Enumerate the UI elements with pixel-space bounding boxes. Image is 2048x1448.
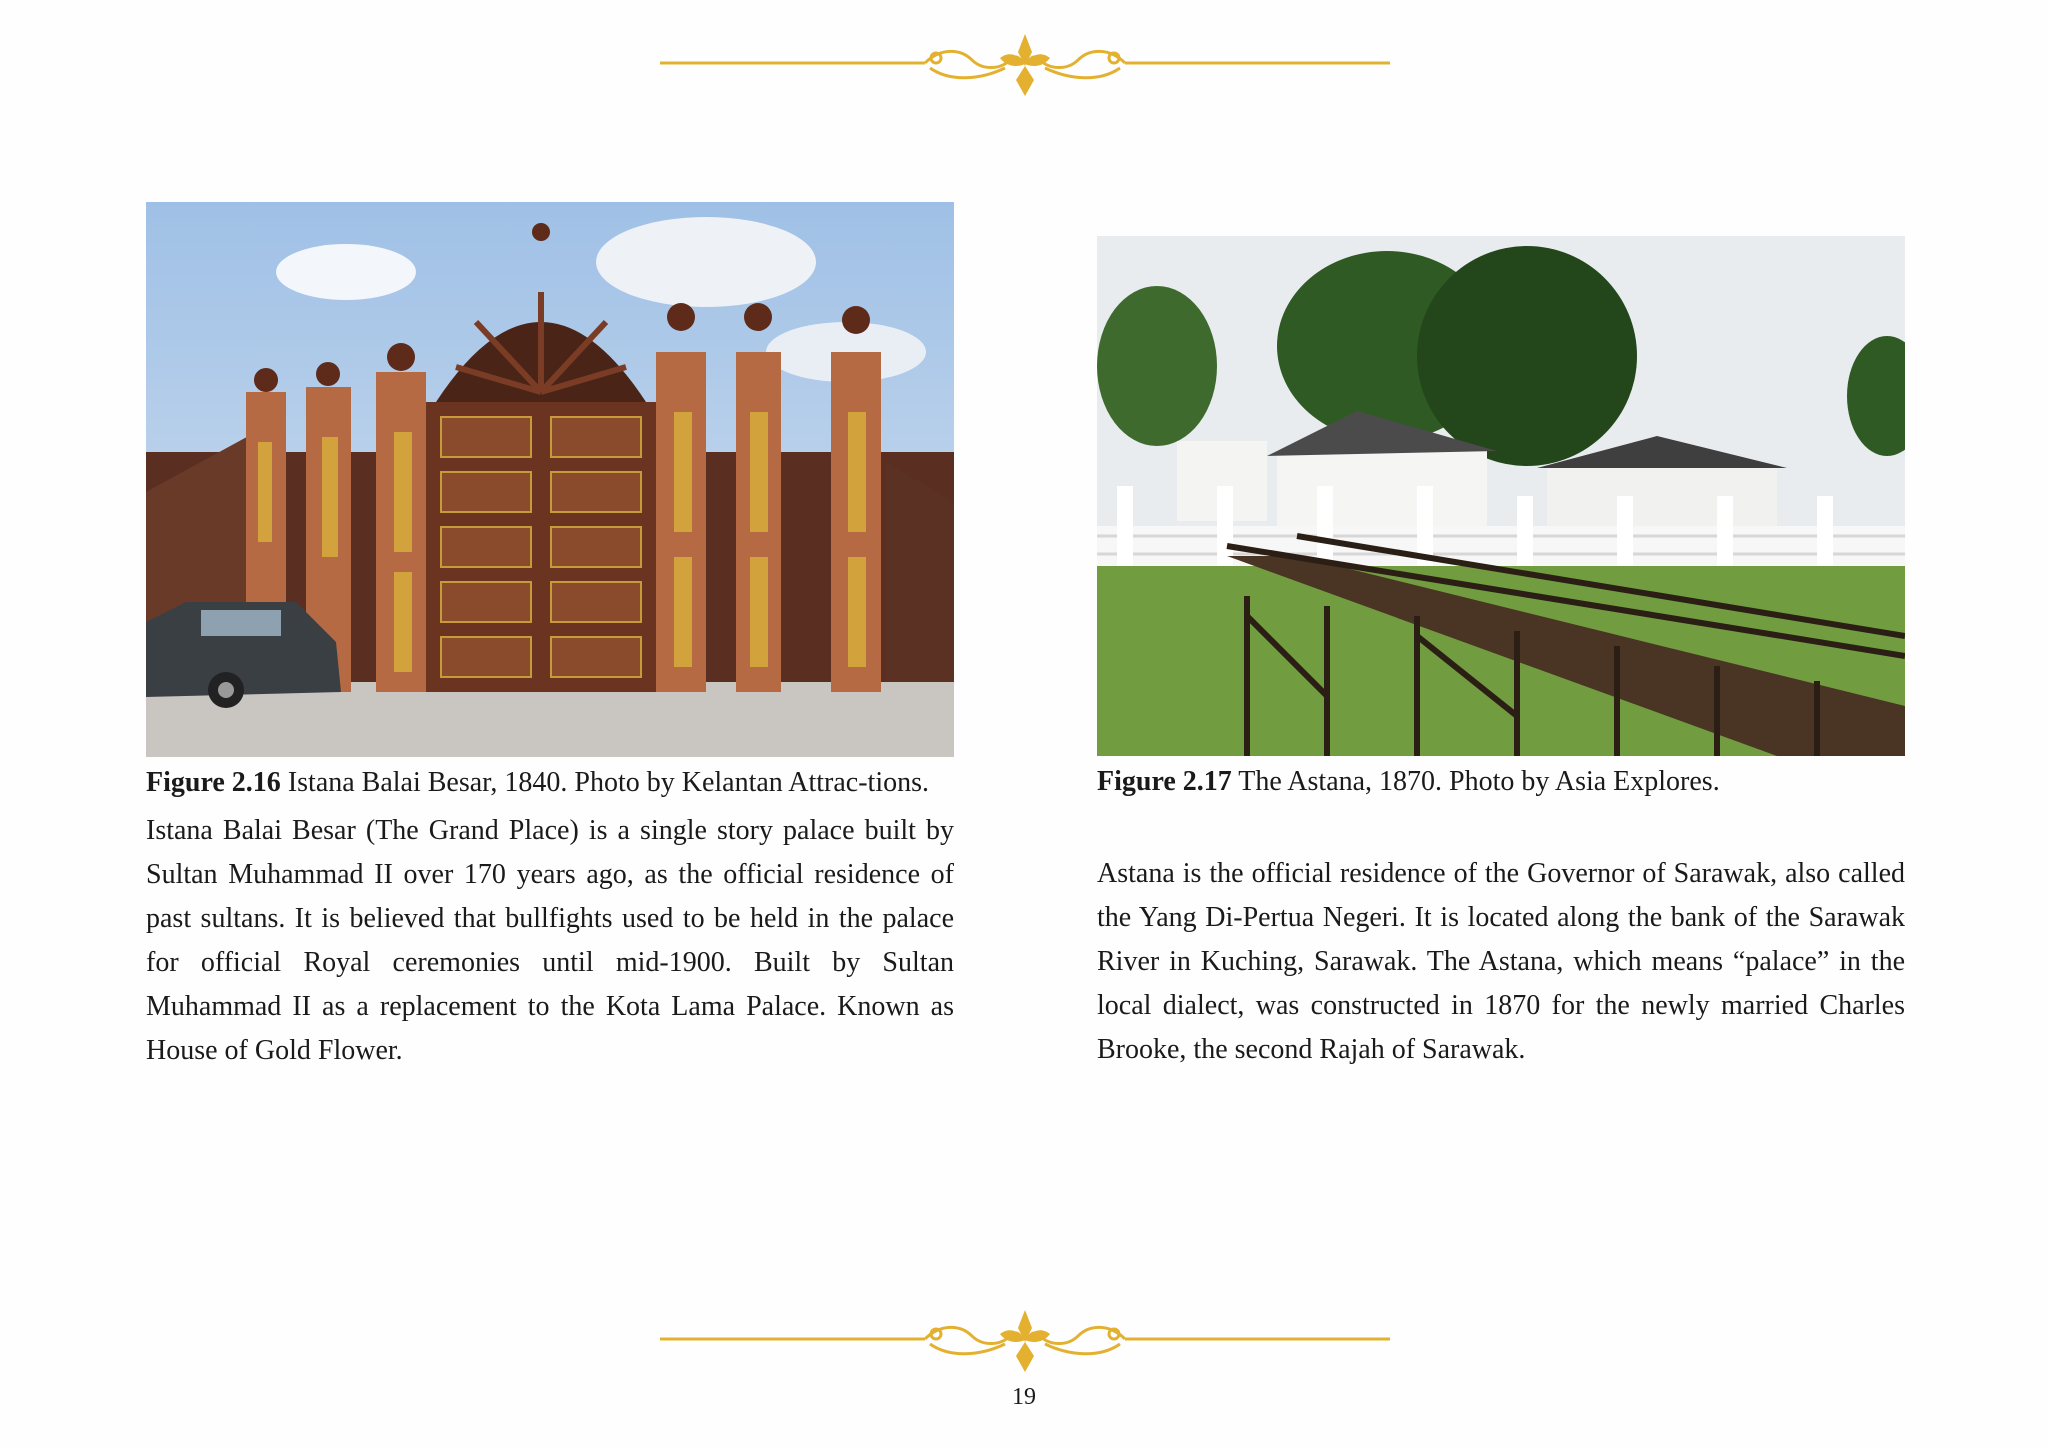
astana-paragraph: Astana is the official residence of the Governor of Sarawak, also called the Yang Di-Pertua Negeri. It is located along the bank of the Sarawak River in Kuching, Sarawak. The Astana, which means “palace” in the local dialect, was constructed in 1870 for the newly married Charles Brooke, the second Rajah of Sarawak. [1097, 858, 1905, 1065]
astana-photo [1097, 236, 1905, 756]
figure-2-17-column [1097, 236, 1905, 1072]
istana-balai-besar-photo [146, 202, 954, 757]
top-ornament-divider-icon [660, 30, 1390, 100]
page-number: 19 [1012, 1384, 1036, 1410]
figure-2-16-caption [146, 761, 954, 805]
figure-2-16-caption-text: Istana Balai Besar, 1840. Photo by Kelantan Attrac-tions. [280, 767, 929, 798]
figure-2-16-label: Figure 2.16 [146, 767, 281, 798]
istana-balai-besar-paragraph: Istana Balai Besar (The Grand Place) is a single story palace built by Sultan Muhammad II over 170 years ago, as the official residence of past sultans. It is believed that bullfights used to be held in the palace for official Royal ceremonies until mid-1900. Built by Sultan Muhammad II as a replacement to the Kota Lama Palace. Known as House of Gold Flower. [146, 815, 954, 1066]
figure-2-17-caption-text: The Astana, 1870. Photo by Asia Explores. [1231, 766, 1720, 797]
bottom-ornament-divider-icon [660, 1306, 1390, 1376]
figure-2-17-label: Figure 2.17 [1097, 766, 1232, 797]
figure-2-16-column [146, 202, 954, 1073]
figure-2-17-caption [1097, 760, 1905, 804]
